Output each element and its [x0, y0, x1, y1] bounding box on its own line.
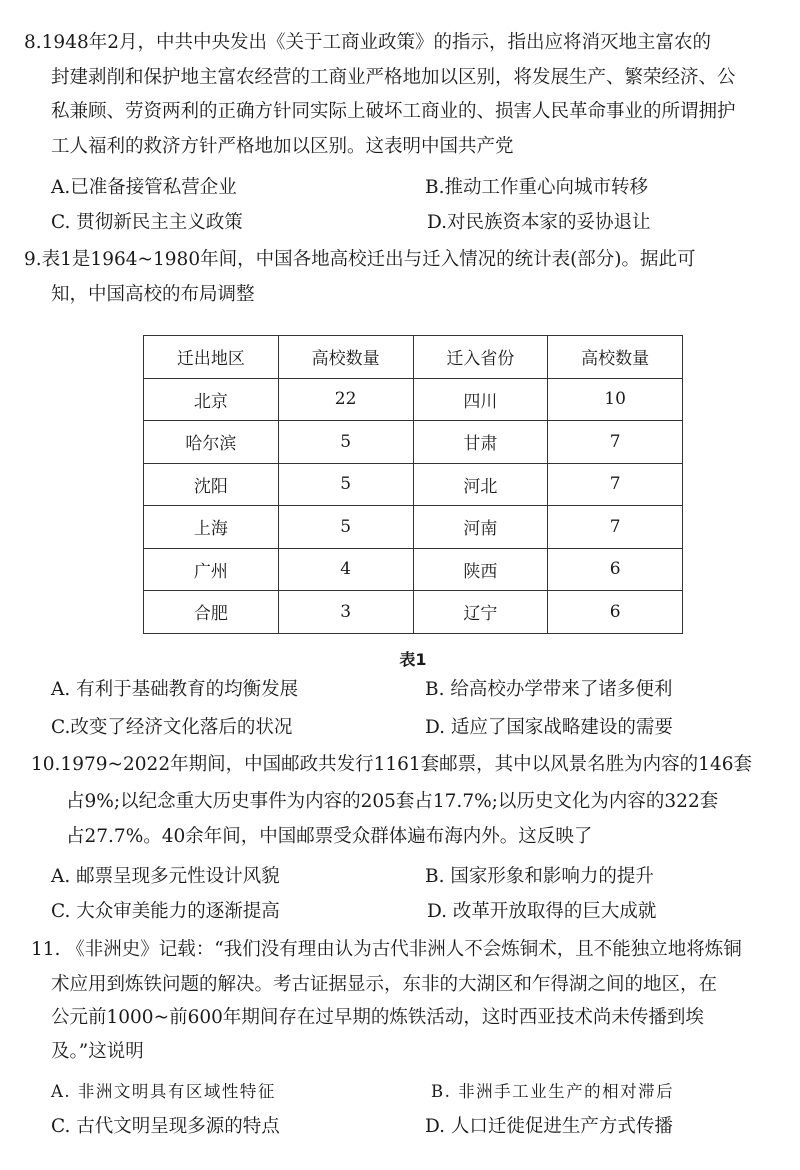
option-a[interactable]: A. 邮票呈现多元性设计风貌	[51, 866, 280, 887]
option-b[interactable]: B.推动工作重心向城市转移	[425, 177, 648, 198]
table-header: 迁入省份	[413, 336, 548, 379]
question-text-line: 占27.7%。40余年间，中国邮票受众群体遍布海内外。这反映了	[66, 826, 593, 847]
table-cell: 6	[548, 591, 683, 634]
question-text-line: 封建剥削和保护地主富农经营的工商业严格地加以区别，将发展生产、繁荣经济、公	[51, 67, 736, 88]
question-text-line: 9.表1是1964~1980年间，中国各地高校迁出与迁入情况的统计表(部分)。据此可	[24, 249, 696, 270]
table-cell: 陕西	[413, 548, 548, 591]
question-text-line: 占9%;以纪念重大历史事件为内容的205套占17.7%;以历史文化为内容的322套	[66, 791, 719, 812]
table-row	[144, 421, 683, 464]
option-c[interactable]: C. 古代文明呈现多源的特点	[51, 1116, 280, 1137]
question-text-line: 私兼顾、劳资两利的正确方针同实际上破坏工商业的、损害人民革命事业的所谓拥护	[51, 101, 736, 122]
question-text-line: 11. 《非洲史》记载：“我们没有理由认为古代非洲人不会炼铜术，且不能独立地将炼铜	[31, 939, 742, 960]
table-cell: 河北	[413, 463, 548, 506]
question-text-line: 知，中国高校的布局调整	[51, 284, 255, 305]
table-cell: 广州	[144, 548, 279, 591]
table-header: 高校数量	[278, 336, 413, 379]
table-cell: 哈尔滨	[144, 421, 279, 464]
option-b[interactable]: B. 给高校办学带来了诸多便利	[425, 679, 673, 700]
option-a[interactable]: A. 有利于基础教育的均衡发展	[51, 679, 299, 700]
table-cell: 6	[548, 548, 683, 591]
table-row	[144, 378, 683, 421]
option-c[interactable]: C. 大众审美能力的逐渐提高	[51, 901, 280, 922]
table-header: 高校数量	[548, 336, 683, 379]
table-header: 迁出地区	[144, 336, 279, 379]
table-caption: 表1	[399, 650, 427, 669]
table-row	[144, 463, 683, 506]
table-cell: 4	[278, 548, 413, 591]
table-cell: 合肥	[144, 591, 279, 634]
table-cell: 7	[548, 463, 683, 506]
question-text-line: 8.1948年2月，中共中央发出《关于工商业政策》的指示，指出应将消灭地主富农的	[24, 32, 712, 53]
question-text-line: 及。”这说明	[51, 1041, 144, 1062]
table-header-row	[144, 336, 683, 379]
table-cell: 5	[278, 463, 413, 506]
table-cell: 上海	[144, 506, 279, 549]
table-row	[144, 548, 683, 591]
table-row	[144, 591, 683, 634]
table-cell: 3	[278, 591, 413, 634]
option-b[interactable]: B. 国家形象和影响力的提升	[425, 866, 654, 887]
question-text-line: 工人福利的救济方针严格地加以区别。这表明中国共产党	[51, 136, 514, 157]
table-cell: 辽宁	[413, 591, 548, 634]
option-d[interactable]: D. 改革开放取得的巨大成就	[427, 901, 657, 922]
option-c[interactable]: C. 贯彻新民主主义政策	[51, 212, 243, 233]
table-cell: 甘肃	[413, 421, 548, 464]
table-cell: 22	[278, 378, 413, 421]
statistics-table	[143, 335, 683, 634]
table-cell: 河南	[413, 506, 548, 549]
question-text-line: 术应用到炼铁问题的解决。考古证据显示，东非的大湖区和乍得湖之间的地区，在	[51, 974, 718, 995]
table-cell: 四川	[413, 378, 548, 421]
option-d[interactable]: D. 适应了国家战略建设的需要	[425, 717, 673, 738]
table-cell: 7	[548, 506, 683, 549]
table-row	[144, 506, 683, 549]
question-text-line: 10.1979~2022年期间，中国邮政共发行1161套邮票，其中以风景名胜为内容的146套	[31, 754, 752, 775]
table-cell: 5	[278, 506, 413, 549]
table-cell: 10	[548, 378, 683, 421]
option-c[interactable]: C.改变了经济文化落后的状况	[51, 717, 293, 738]
option-a[interactable]: A. 非洲文明具有区域性特征	[51, 1082, 276, 1101]
option-d[interactable]: D. 人口迁徙促进生产方式传播	[425, 1116, 673, 1137]
table-cell: 5	[278, 421, 413, 464]
table-cell: 沈阳	[144, 463, 279, 506]
question-text-line: 公元前1000~前600年期间存在过早期的炼铁活动，这时西亚技术尚未传播到埃	[51, 1007, 704, 1028]
option-d[interactable]: D.对民族资本家的妥协退让	[427, 212, 651, 233]
option-a[interactable]: A.已准备接管私营企业	[51, 177, 237, 198]
option-b[interactable]: B. 非洲手工业生产的相对滞后	[431, 1082, 675, 1101]
table-cell: 北京	[144, 378, 279, 421]
table-cell: 7	[548, 421, 683, 464]
